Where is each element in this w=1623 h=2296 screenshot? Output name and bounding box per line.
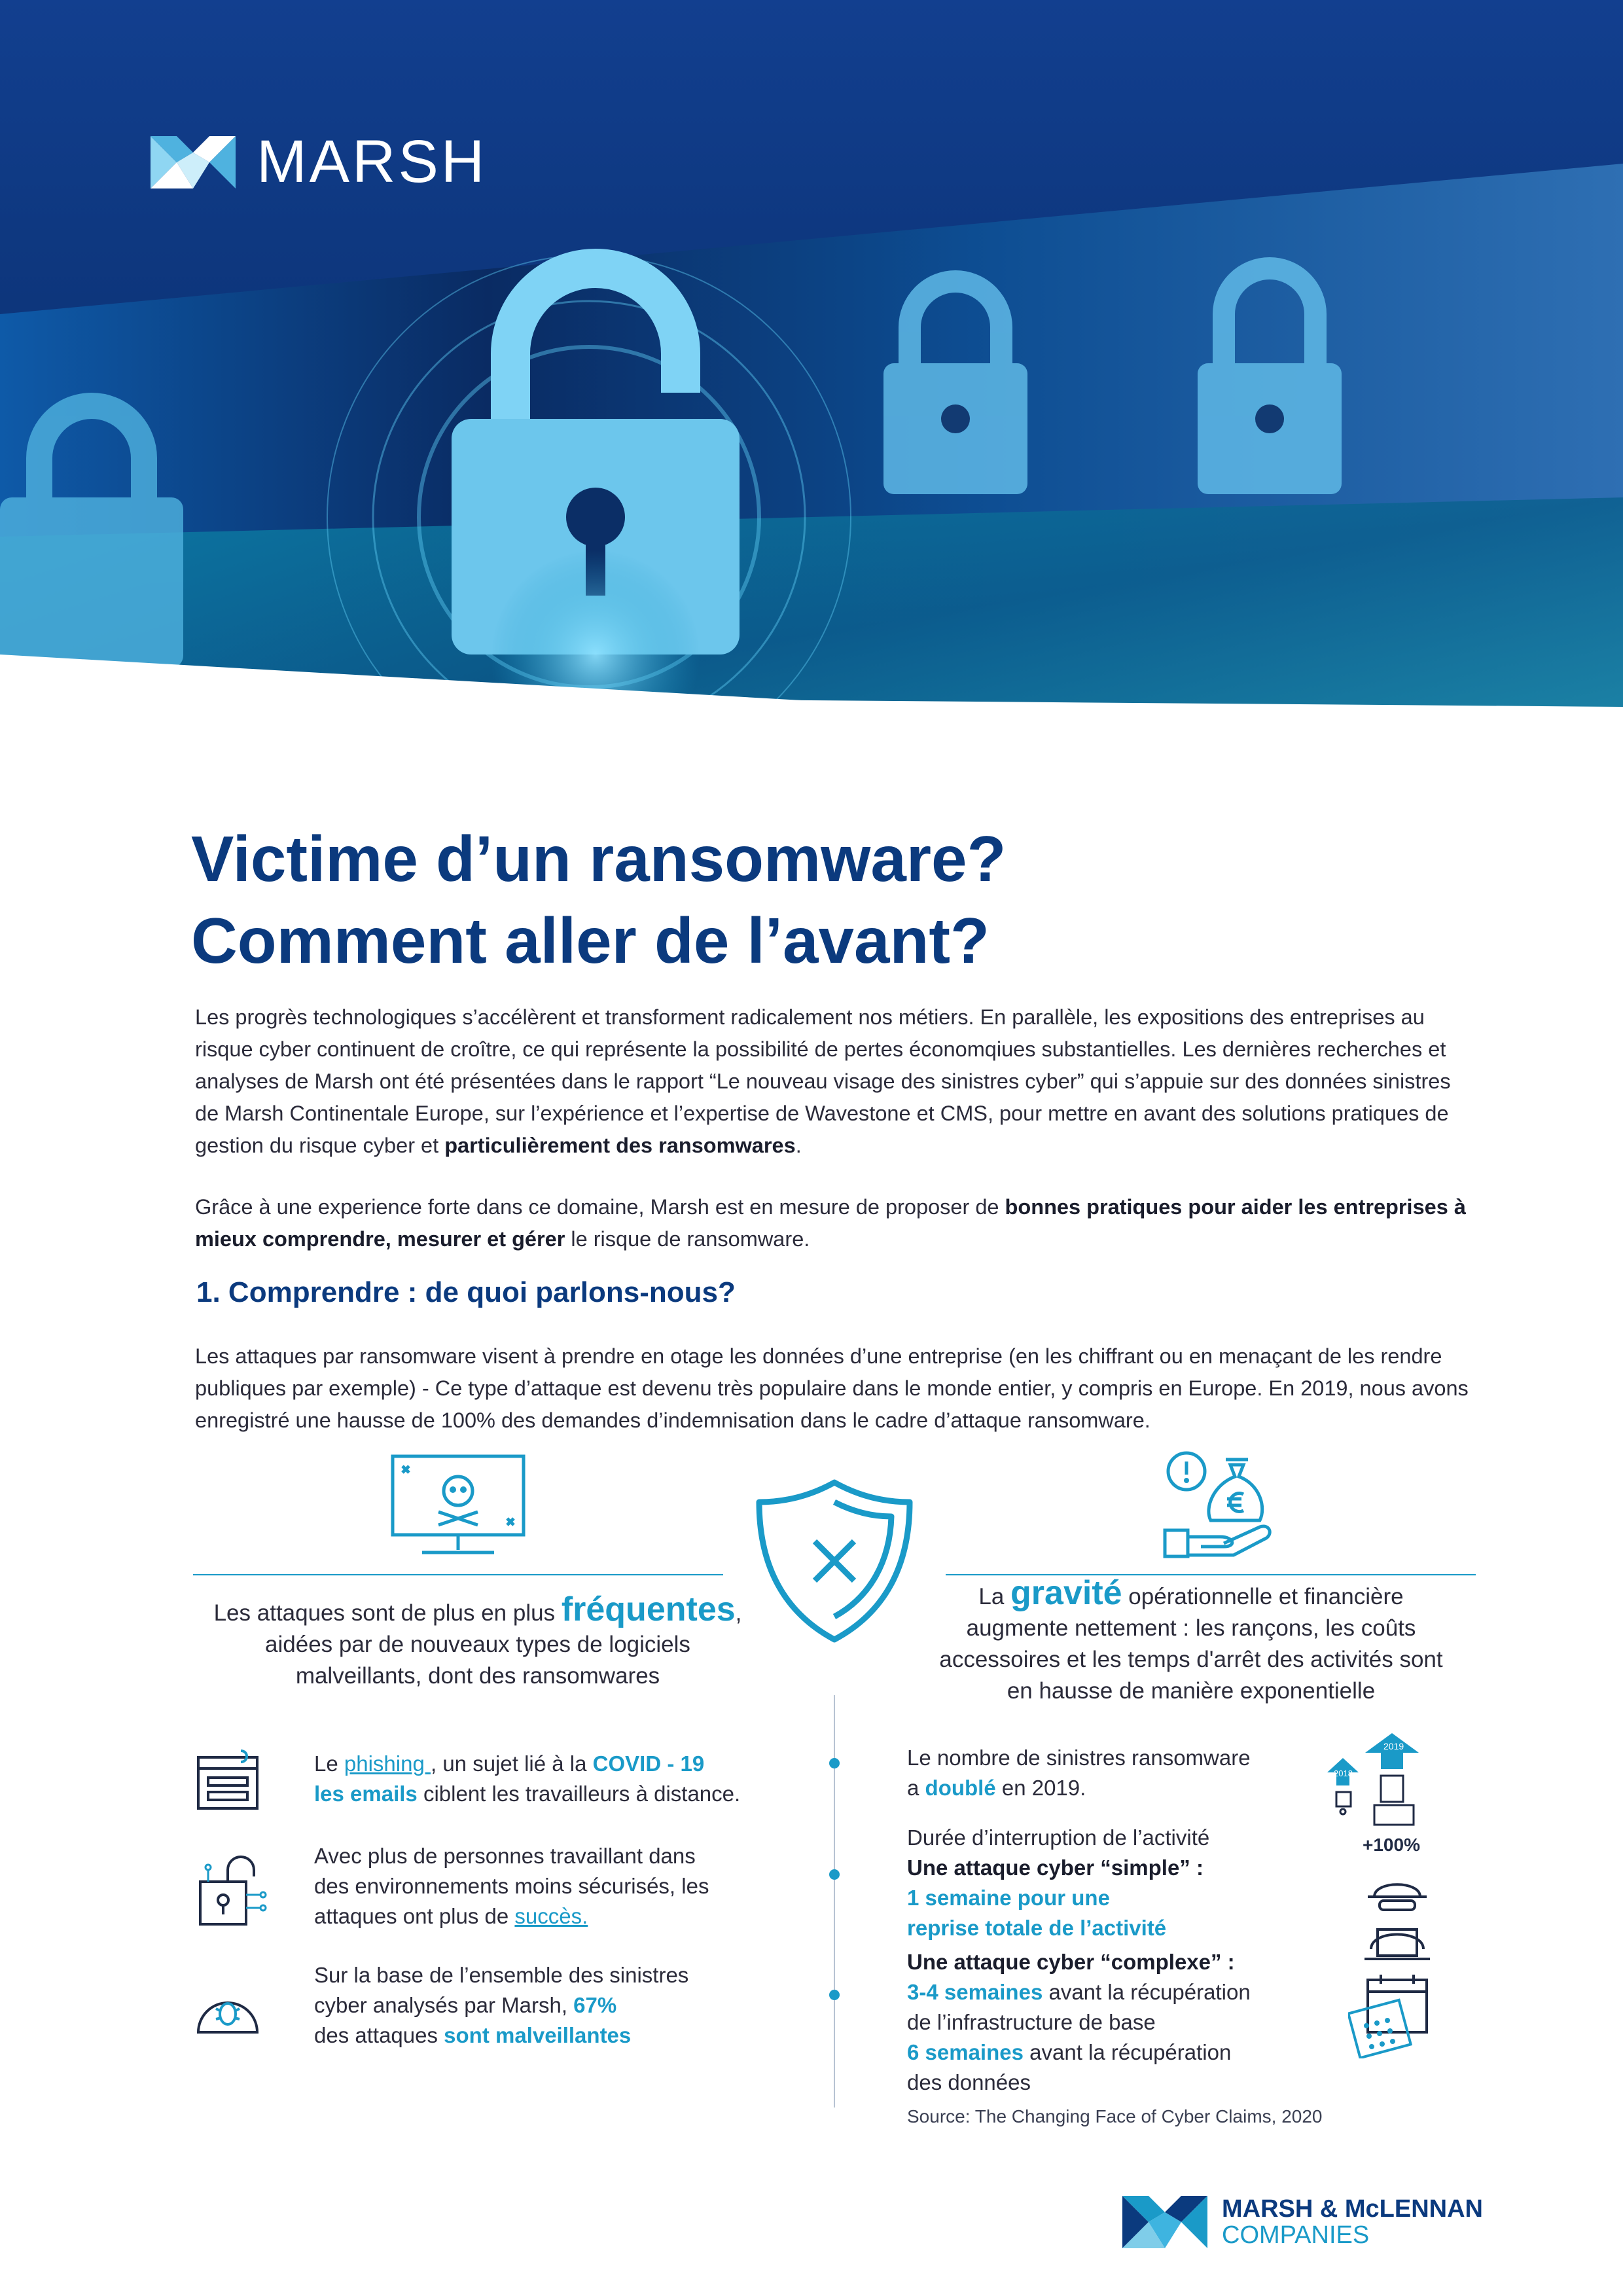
- doubled-b: en 2019.: [995, 1776, 1086, 1800]
- complex-teal-1: 3-4 semaines: [907, 1980, 1043, 2004]
- right-item-doubled: [907, 1743, 1332, 1803]
- section-title: 1. Comprendre : de quoi parlons-nous?: [196, 1276, 736, 1308]
- severity-highlight: gravité: [1010, 1574, 1122, 1612]
- doubled-highlight: doublé: [925, 1776, 996, 1800]
- intro-p2-end: le risque de ransomware.: [565, 1227, 810, 1251]
- severity-block: [903, 1574, 1479, 1707]
- malicious-percent: 67%: [573, 1993, 617, 2017]
- mmc-logo-text: [1222, 2196, 1483, 2248]
- money-bag-hand-icon: [1162, 1445, 1276, 1560]
- complex-b: avant la récupération: [1023, 2040, 1232, 2064]
- intro-p1-end: .: [795, 1134, 802, 1157]
- malicious-highlight: sont malveillantes: [444, 2023, 632, 2047]
- intro-paragraph-2: [195, 1191, 1478, 1255]
- severity-post: opérationnelle et financière: [1122, 1584, 1404, 1609]
- complex-line-2: de l’infrastructure de base: [907, 2010, 1156, 2034]
- growth-graphic: [1323, 1733, 1441, 1864]
- mmc-line-1: MARSH & McLENNAN: [1222, 2195, 1483, 2223]
- complex-line-4: des données: [907, 2070, 1031, 2094]
- malicious-line-3: des attaques: [314, 2023, 444, 2047]
- frequency-pre: Les attaques sont de plus en plus: [213, 1600, 562, 1626]
- left-item-malicious: [314, 1960, 785, 2051]
- title-line-1: Victime d’un ransomware?: [191, 823, 1007, 895]
- frequency-post: ,: [735, 1600, 742, 1626]
- marsh-logo-icon: [151, 136, 236, 188]
- bug-shield-icon: [195, 1986, 260, 2052]
- simple-bold: Une attaque cyber “simple” :: [907, 1856, 1204, 1880]
- severity-line-2: augmente nettement : les rançons, les coûts: [966, 1615, 1416, 1641]
- malicious-line-2: cyber analysés par Marsh,: [314, 1993, 574, 2017]
- intro-p1-bold: particulièrement des ransomwares: [444, 1134, 796, 1157]
- frequency-line-3: malveillants, dont des ransomwares: [295, 1663, 660, 1689]
- left-item-phishing: [314, 1749, 785, 1809]
- severity-line-3: accessoires et les temps d'arrêt des activités sont: [939, 1647, 1443, 1672]
- simple-line-1: Durée d’interruption de l’activité: [907, 1825, 1210, 1850]
- phishing-b: , un sujet lié à la: [430, 1751, 593, 1776]
- timeline-dot: [829, 1758, 840, 1768]
- section-body: Les attaques par ransomware visent à prendre en otage les données d’une entreprise (en les chiffrant ou en menaçant de les rendre publiques par exemple) - Ce type d’attaque est devenu très populaire dans le monde entier, y compris en Europe. En 2019, nous avons enregistré une hausse de 100% des demandes d’indemnisation dans le cadre d’attaque ransomware.: [195, 1344, 1469, 1432]
- page-title: [191, 818, 1435, 982]
- source-note: Source: The Changing Face of Cyber Claims, 2020: [907, 2106, 1323, 2126]
- year-2018-label: 2018: [1334, 1768, 1353, 1778]
- mmc-line-2: COMPANIES: [1222, 2221, 1370, 2249]
- increase-label: +100%: [1363, 1835, 1420, 1855]
- doubled-line-1: Le nombre de sinistres ransomware: [907, 1746, 1251, 1770]
- success-line-1: Avec plus de personnes travaillant dans: [314, 1844, 696, 1868]
- phishing-c: ciblent les travailleurs à distance.: [417, 1782, 741, 1806]
- marsh-logo: [151, 128, 487, 196]
- phishing-link[interactable]: phishing: [344, 1751, 431, 1776]
- timeline-dot: [829, 1869, 840, 1880]
- severity-pre: La: [978, 1584, 1011, 1609]
- success-line-2: des environnements moins sécurisés, les: [314, 1874, 709, 1898]
- doubled-a: a: [907, 1776, 925, 1800]
- growth-arrows-icon: [1323, 1733, 1441, 1844]
- simple-teal-2: reprise totale de l’activité: [907, 1916, 1167, 1940]
- title-line-2: Comment aller de l’avant?: [191, 905, 990, 977]
- email-list-icon: [195, 1748, 260, 1813]
- intro-p2-text: Grâce à une experience forte dans ce domaine, Marsh est en mesure de proposer de: [195, 1195, 1005, 1219]
- malicious-line-1: Sur la base de l’ensemble des sinistres: [314, 1963, 689, 1987]
- intro-p2-bold: bonnes pratiques pour aider les entreprises à mieux comprendre, mesurer et gérer: [195, 1195, 1466, 1251]
- frequency-line-2: aidées par de nouveaux types de logiciels: [265, 1632, 690, 1657]
- brand-name: MARSH: [257, 128, 488, 195]
- left-divider: [193, 1574, 723, 1575]
- right-item-complex-attack: [907, 1947, 1332, 2098]
- success-line-3: attaques ont plus de: [314, 1904, 515, 1928]
- frequency-block: [193, 1590, 762, 1692]
- calendar-icon: [1348, 1973, 1433, 2058]
- left-item-success: [314, 1841, 785, 1931]
- complex-a: avant la récupération: [1043, 1980, 1251, 2004]
- phishing-emails: les emails: [314, 1782, 418, 1806]
- complex-teal-2: 6 semaines: [907, 2040, 1024, 2064]
- phishing-covid: COVID - 19: [592, 1751, 705, 1776]
- success-link[interactable]: succès.: [514, 1904, 588, 1928]
- mmc-logo: [1122, 2196, 1483, 2248]
- intro-paragraph-1: [195, 1001, 1478, 1162]
- mmc-logo-icon: [1122, 2196, 1207, 2248]
- complex-bold: Une attaque cyber “complexe” :: [907, 1950, 1235, 1974]
- intro-p1-text: Les progrès technologiques s’accélèrent et transforment radicalement nos métiers. En parallèle, les expositions des entreprises au risque cyber continuent de croître, ce qui représente la possibilité de pertes économqiues substantielles. Les dernières recherches et analyses de Marsh ont été présentées dans le rapport “Le nouveau visage des sinistres cyber” qui s’appuie sur des données sinistres de Marsh Continentale Europe, sur l’expérience et l’expertise de Wavestone et CMS, pour mettre en avant des solutions pratiques de gestion du risque cyber et: [195, 1005, 1451, 1157]
- hacker-icon: [1361, 1877, 1433, 1962]
- unlocked-padlock-icon: [195, 1856, 267, 1928]
- infected-monitor-icon: [389, 1453, 527, 1558]
- severity-line-4: en hausse de manière exponentielle: [1007, 1678, 1376, 1704]
- shield-x-icon: [753, 1476, 916, 1646]
- simple-teal-1: 1 semaine pour une: [907, 1886, 1110, 1910]
- year-2019-label: 2019: [1383, 1741, 1404, 1751]
- timeline-dot: [829, 1990, 840, 2000]
- right-item-simple-attack: [907, 1823, 1332, 1943]
- timeline-line: [834, 1695, 835, 2108]
- frequency-highlight: fréquentes: [561, 1590, 736, 1628]
- phishing-a: Le: [314, 1751, 344, 1776]
